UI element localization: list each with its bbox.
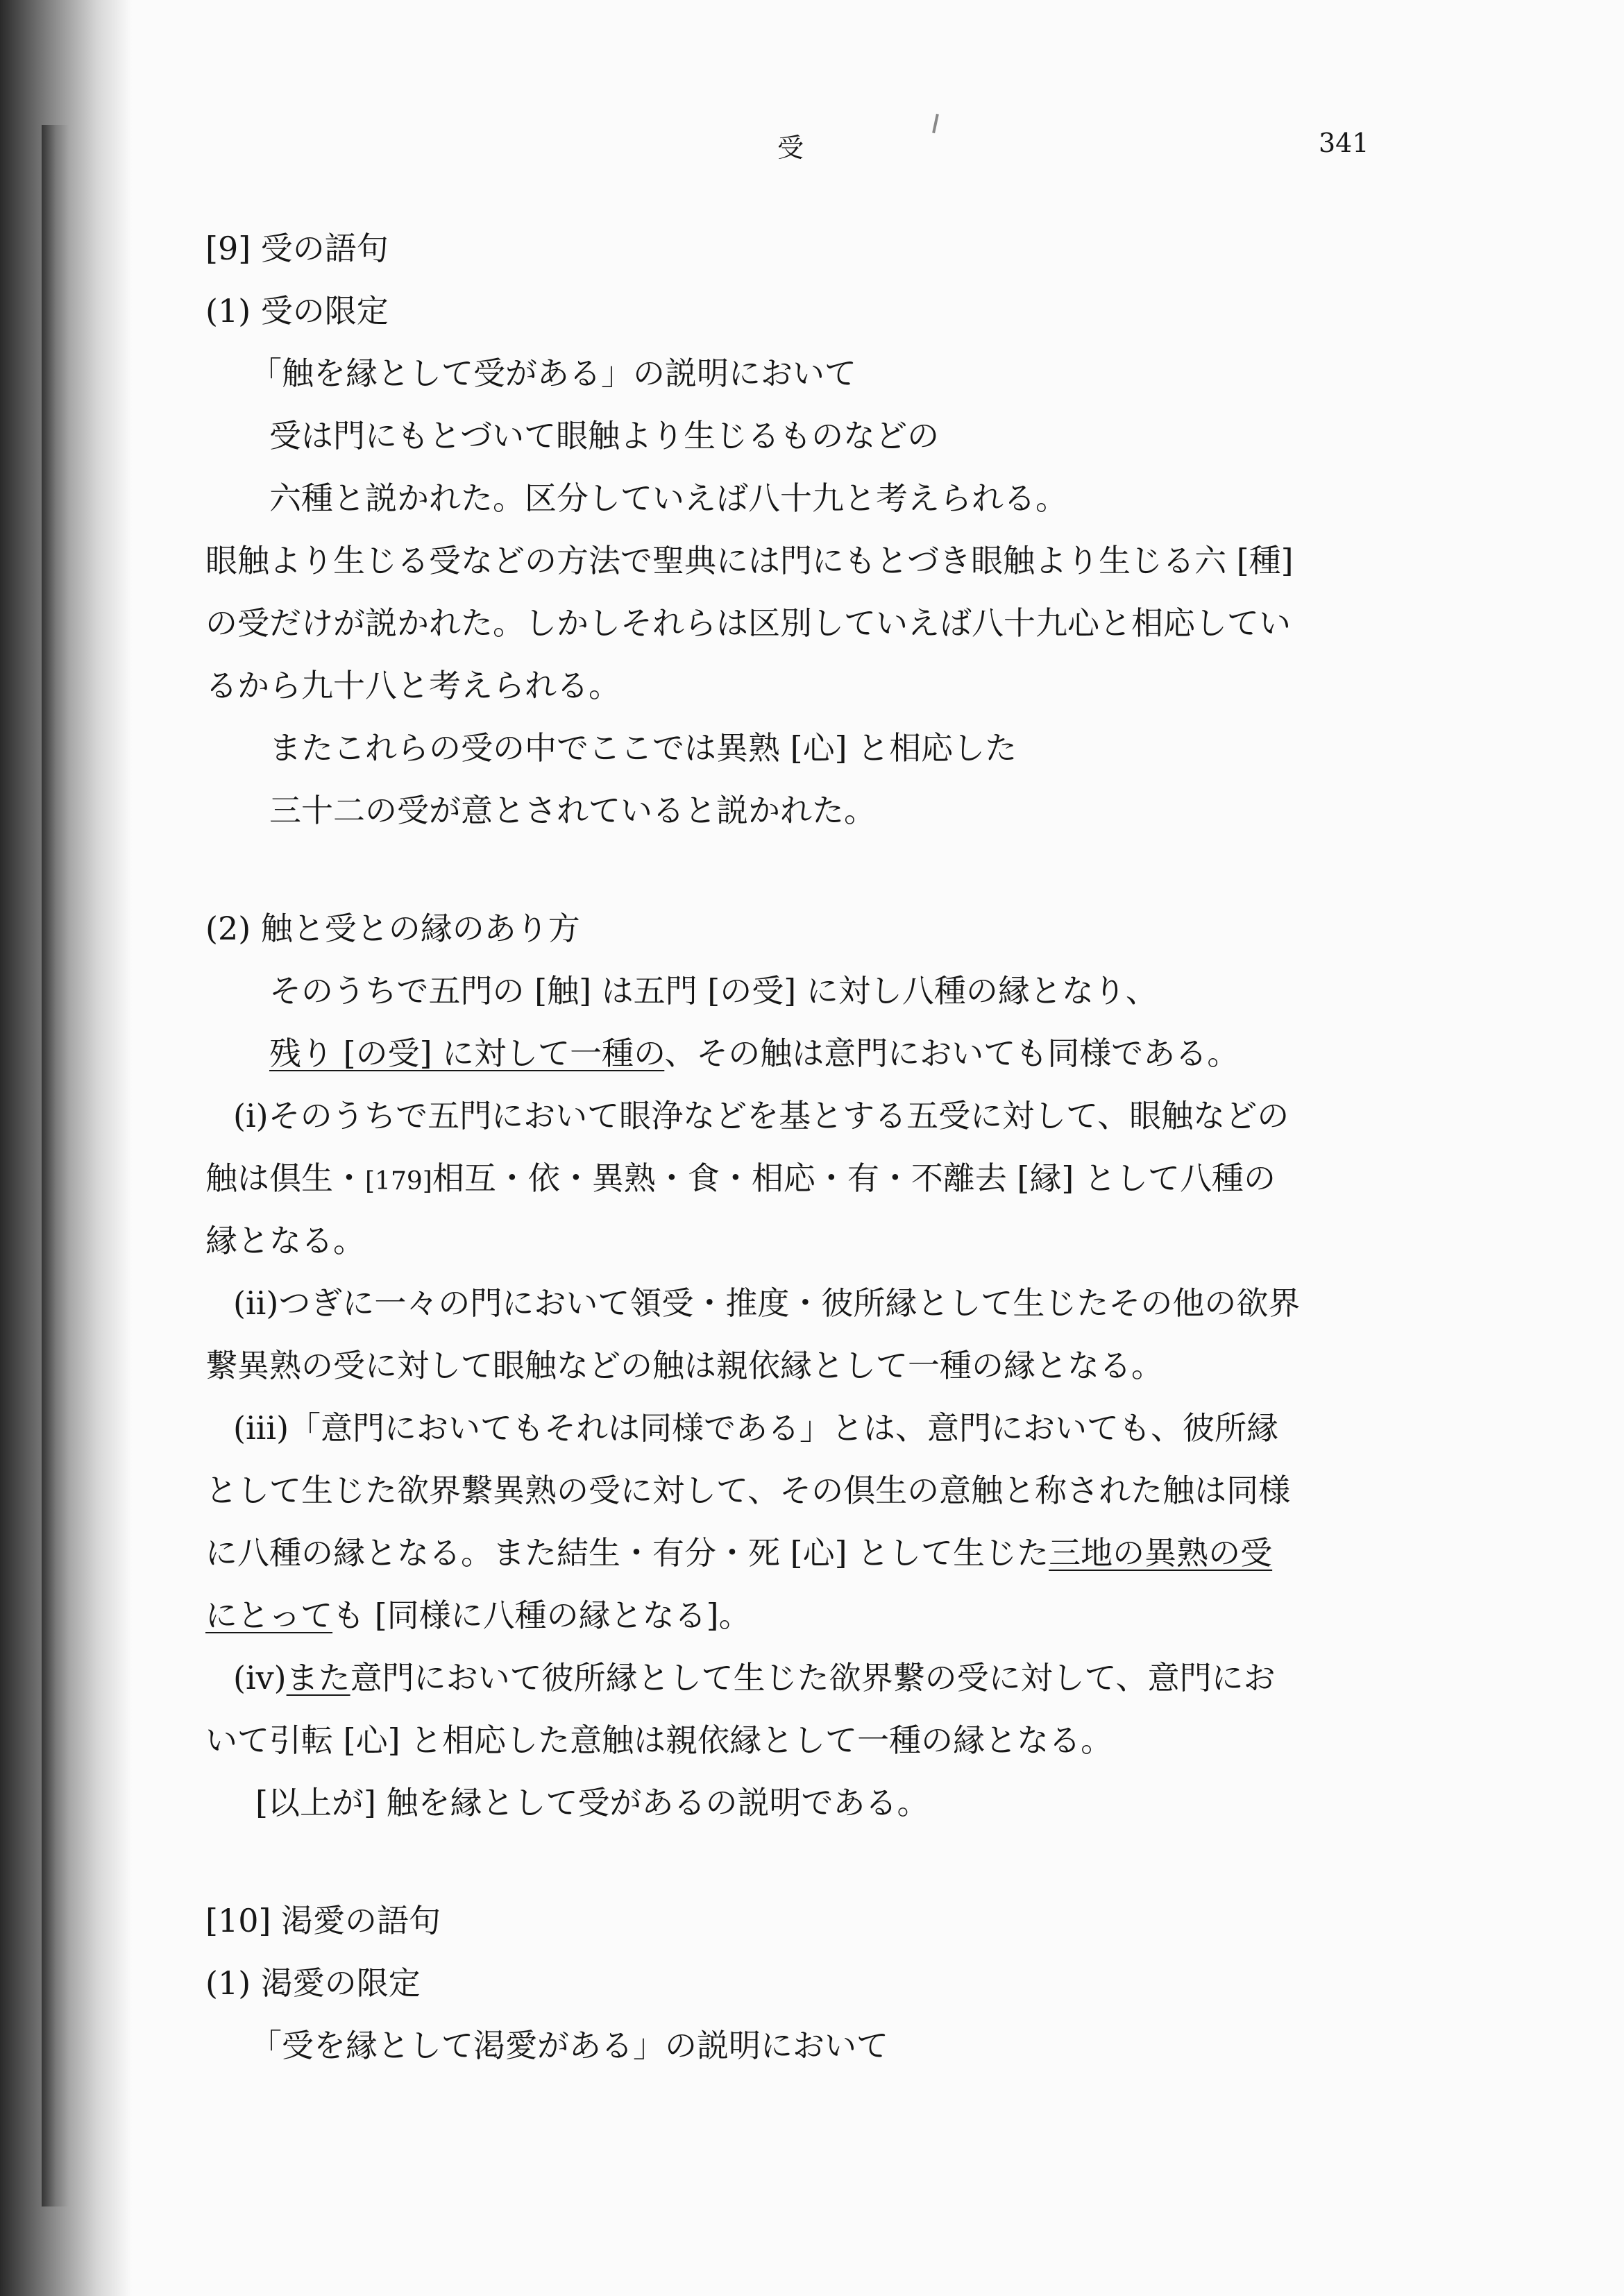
paragraph-line <box>205 1157 1276 1202</box>
paragraph-line: の受だけが説かれた。しかしそれらは区別していえば八十九心と相応してい <box>205 604 1291 642</box>
paragraph-line: (iii)「意門においてもそれは同様である」とは、意門においても、彼所縁 <box>233 1409 1279 1447</box>
summary-line: [以上が] 触を縁として受があるの説明である。 <box>255 1784 929 1821</box>
verse-line: 六種と説かれた。区分していえば八十九と考えられる。 <box>269 479 1067 517</box>
paragraph-line: いて引転 [心] と相応した意触は親依縁として一種の縁となる。 <box>205 1721 1113 1759</box>
section-10-heading: [10] 渇愛の語句 <box>205 1902 441 1939</box>
underlined-phrase: にとって <box>205 1597 333 1634</box>
paragraph-line: (ii)つぎに一々の門において領受・推度・彼所縁として生じたその他の欲界 <box>233 1284 1301 1322</box>
verse-line: 受は門にもとづいて眼触より生じるものなどの <box>269 417 940 454</box>
subsection-10-1-heading: (1) 渇愛の限定 <box>205 1964 421 2002</box>
underlined-phrase: また <box>286 1659 350 1697</box>
verse-line <box>269 1032 1239 1074</box>
subsection-9-1-heading: (1) 受の限定 <box>205 292 389 330</box>
text-run: も [同様に八種の縁となる]。 <box>332 1597 751 1634</box>
text-run: 触は倶生・ <box>205 1159 365 1197</box>
verse-line: 「触を縁として受がある」の説明において <box>250 355 856 392</box>
section-9-heading: [9] 受の語句 <box>205 230 389 267</box>
paragraph-line <box>205 1595 751 1636</box>
paragraph-line: (i)そのうちで五門において眼浄などを基とする五受に対して、眼触などの <box>233 1097 1289 1134</box>
running-head: 受 <box>777 133 804 163</box>
underlined-phrase: 三地の異熟の受 <box>1049 1534 1273 1572</box>
text-run: 、その触は意門においても同様である。 <box>664 1035 1240 1072</box>
page-number: 341 <box>1319 128 1369 158</box>
paragraph-line: 繋異熟の受に対して眼触などの触は親依縁として一種の縁となる。 <box>205 1347 1163 1384</box>
text-run: (iv) <box>233 1659 287 1697</box>
verse-line: そのうちで五門の [触] は五門 [の受] に対し八種の縁となり、 <box>269 972 1158 1010</box>
verse-line: 「受を縁として渇愛がある」の説明において <box>250 2027 888 2064</box>
paragraph-line: として生じた欲界繋異熟の受に対して、その倶生の意触と称された触は同様 <box>205 1472 1291 1509</box>
verse-line: 三十二の受が意とされていると説かれた。 <box>269 792 876 829</box>
text-run: 相互・依・異熟・食・相応・有・不離去 [縁] として八種の <box>432 1159 1276 1197</box>
page-reference: [179] <box>365 1167 432 1196</box>
subsection-9-2-heading: (2) 触と受との縁のあり方 <box>205 910 580 947</box>
scan-artifact-mark <box>932 114 939 133</box>
underlined-phrase: 残り [の受] に対して一種の <box>269 1035 665 1072</box>
paragraph-line: 眼触より生じる受などの方法で聖典には門にもとづき眼触より生じる六 [種] <box>205 542 1294 579</box>
paragraph-line: るから九十八と考えられる。 <box>205 667 620 704</box>
paragraph-line: 縁となる。 <box>205 1222 365 1259</box>
scan-binding-edge <box>42 125 69 2206</box>
verse-line: またこれらの受の中でここでは異熟 [心] と相応した <box>269 729 1017 767</box>
paragraph-line <box>233 1657 1276 1699</box>
text-run: に八種の縁となる。また結生・有分・死 [心] として生じた <box>205 1534 1049 1572</box>
text-run: 意門において彼所縁として生じた欲界繋の受に対して、意門にお <box>350 1659 1276 1697</box>
paragraph-line <box>205 1532 1272 1574</box>
